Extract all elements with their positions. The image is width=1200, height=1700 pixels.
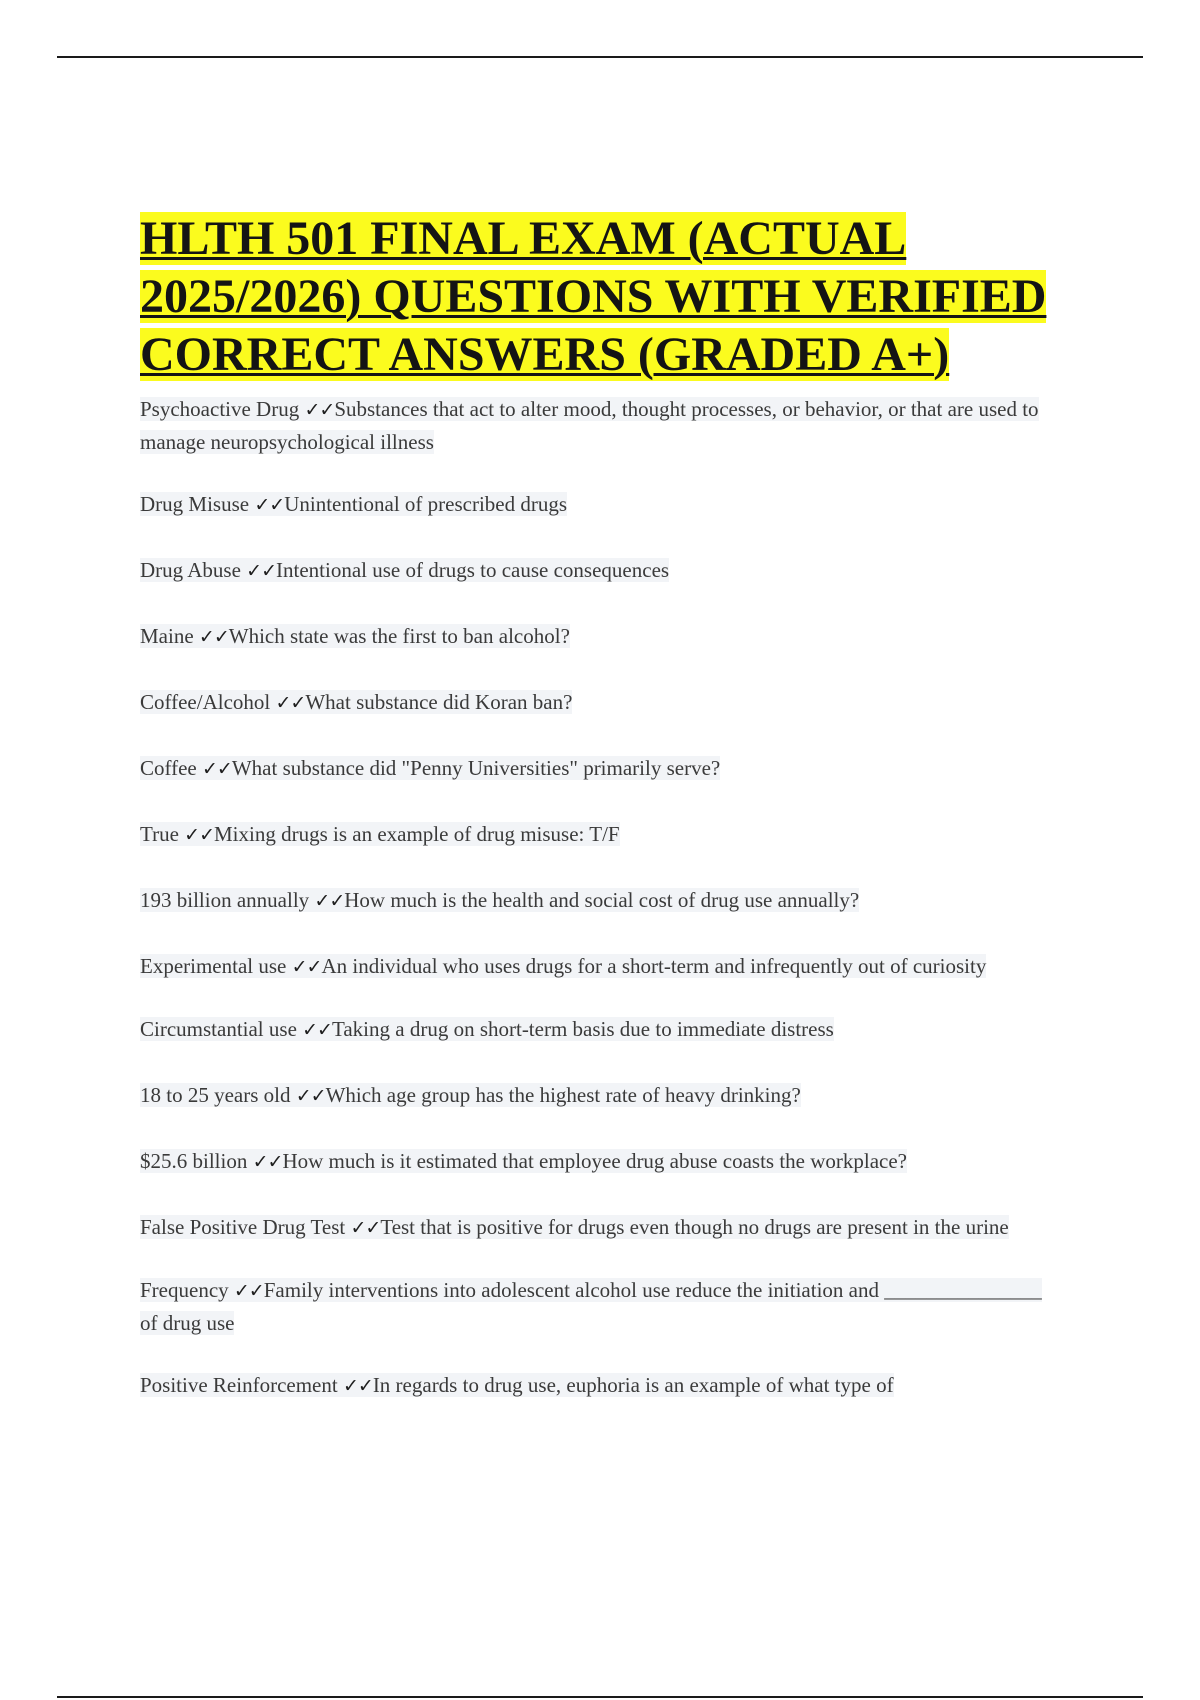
qa-item [140,686,1060,719]
qa-definition: How much is it estimated that employee drug abuse coasts the workplace? [282,1149,908,1173]
bottom-rule [57,1696,1143,1698]
qa-item [140,554,1060,587]
qa-item [140,818,1060,851]
qa-term: 18 to 25 years old [140,1083,291,1107]
qa-item-highlight [140,1017,834,1041]
qa-term: Coffee [140,756,197,780]
qa-item [140,488,1060,521]
qa-term: Positive Reinforcement [140,1373,338,1397]
double-check-icon: ✓✓ [254,494,285,516]
qa-term: True [140,822,179,846]
qa-item-highlight [140,954,986,978]
qa-item-highlight [140,1149,907,1173]
qa-definition: Which state was the first to ban alcohol? [228,624,570,648]
qa-term: $25.6 billion [140,1149,248,1173]
double-check-icon: ✓✓ [198,626,229,648]
qa-item-highlight [140,1215,1009,1239]
double-check-icon: ✓✓ [342,1375,373,1397]
qa-item [140,752,1060,785]
qa-item-highlight [140,397,1039,454]
qa-term: Drug Abuse [140,558,241,582]
qa-definition: In regards to drug use, euphoria is an example of what type of [372,1373,894,1397]
qa-item-highlight [140,1083,801,1107]
qa-item [140,950,1060,983]
qa-item [140,1369,1060,1402]
qa-item-highlight [140,822,620,846]
double-check-icon: ✓✓ [252,1151,283,1173]
qa-item-highlight [140,624,570,648]
qa-definition: Taking a drug on short-term basis due to immediate distress [331,1017,834,1041]
double-check-icon: ✓✓ [202,758,232,780]
double-check-icon: ✓✓ [302,1019,332,1041]
qa-definition: Family interventions into adolescent alcohol use reduce the initiation and _______________ of drug use [140,1278,1042,1335]
qa-item [140,620,1060,653]
qa-definition: Test that is positive for drugs even though no drugs are present in the urine [380,1215,1009,1239]
qa-definition: What substance did "Penny Universities" primarily serve? [231,756,721,780]
document-title-text: HLTH 501 FINAL EXAM (ACTUAL 2025/2026) QUESTIONS WITH VERIFIED CORRECT ANSWERS (GRADED A+) [140,212,1047,381]
qa-term: 193 billion annually [140,888,310,912]
qa-definition: How much is the health and social cost of drug use annually? [344,888,860,912]
double-check-icon: ✓✓ [275,692,306,714]
double-check-icon: ✓✓ [350,1217,381,1239]
qa-item-highlight [140,492,567,516]
qa-item-highlight [140,756,720,780]
qa-term: Coffee/Alcohol [140,690,271,714]
qa-item [140,393,1060,458]
qa-term: Experimental use [140,954,287,978]
double-check-icon: ✓✓ [314,890,345,912]
top-rule [57,56,1143,58]
qa-definition: Substances that act to alter mood, thought processes, or behavior, or that are used to manage neuropsychological illness [140,397,1039,454]
qa-definition: What substance did Koran ban? [305,690,573,714]
qa-term: Drug Misuse [140,492,250,516]
double-check-icon: ✓✓ [291,956,322,978]
double-check-icon: ✓✓ [304,399,335,421]
qa-definition: Unintentional of prescribed drugs [284,492,568,516]
qa-definition: Mixing drugs is an example of drug misuse: T/F [214,822,620,846]
qa-item-highlight [140,1278,1042,1335]
double-check-icon: ✓✓ [295,1085,326,1107]
qa-definition: Intentional use of drugs to cause consequences [276,558,670,582]
qa-item [140,1274,1060,1339]
qa-item [140,1145,1060,1178]
qa-term: False Positive Drug Test [140,1215,346,1239]
qa-term: Psychoactive Drug [140,397,300,421]
qa-term: Frequency [140,1278,229,1302]
qa-term: Circumstantial use [140,1017,297,1041]
qa-item-highlight [140,558,669,582]
qa-definition: An individual who uses drugs for a short-term and infrequently out of curiosity [321,954,987,978]
qa-item-highlight [140,1373,894,1397]
qa-item-highlight [140,690,572,714]
double-check-icon: ✓✓ [246,560,277,582]
qa-definition: Which age group has the highest rate of heavy drinking? [325,1083,801,1107]
double-check-icon: ✓✓ [233,1280,264,1302]
qa-item [140,1013,1060,1046]
qa-item [140,1211,1060,1244]
qa-term: Maine [140,624,194,648]
qa-list [140,393,1060,1402]
qa-item [140,884,1060,917]
document-title [140,210,1060,384]
double-check-icon: ✓✓ [184,824,214,846]
qa-item [140,1079,1060,1112]
qa-item-highlight [140,888,859,912]
